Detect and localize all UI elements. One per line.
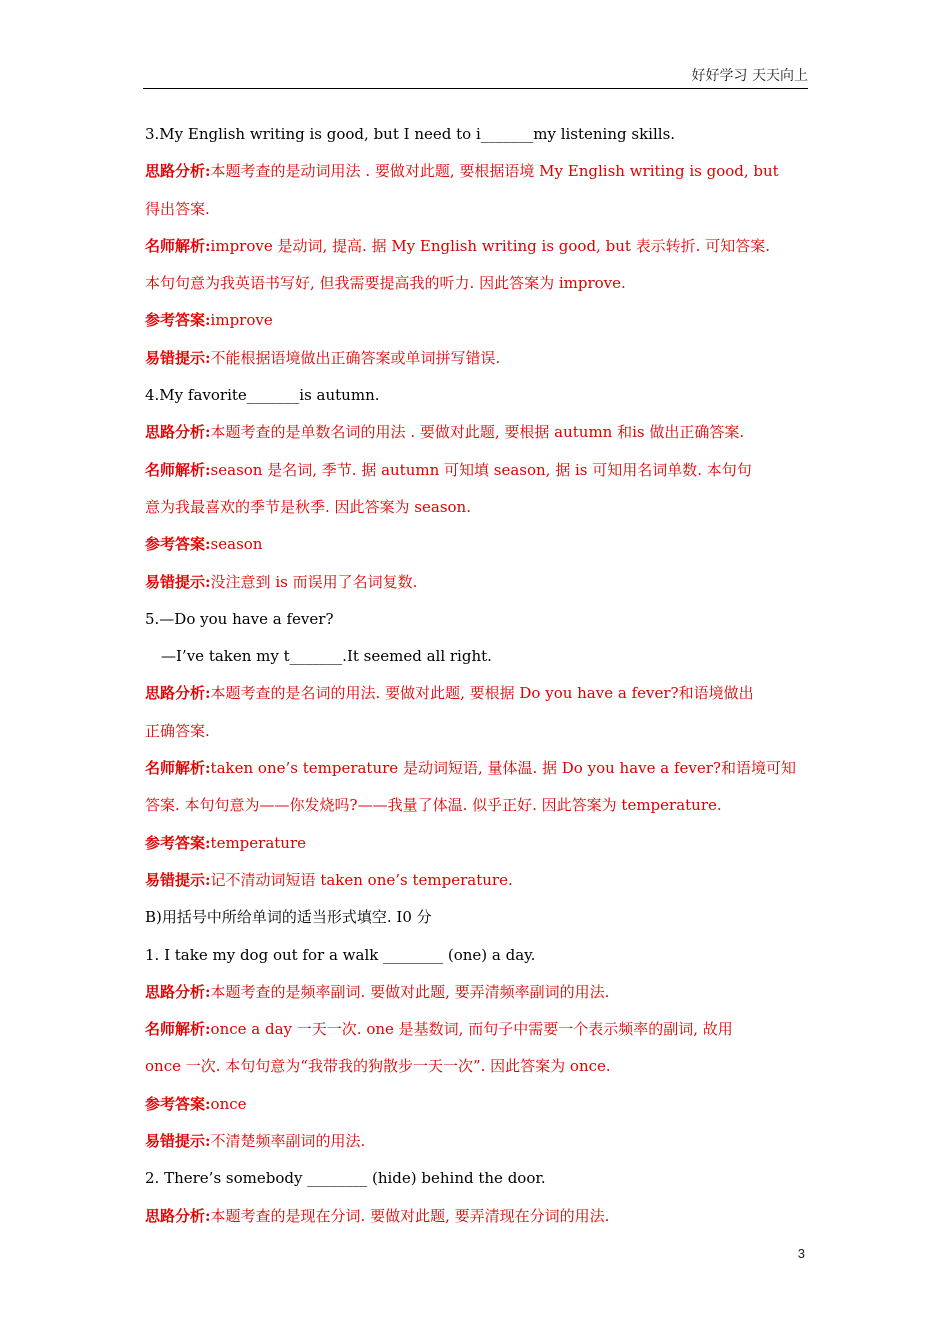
text-line [145,1160,805,1197]
line-text: 本题考查的是频率副词. 要做对此题, 要弄清频率副词的用法. [210,982,610,1001]
line-text: 本句句意为我英语书写好, 但我需要提高我的听力. 因此答案为 improve. [145,274,626,293]
line-text: 3.My English writing is good, but I need to i_______my listening skills. [145,125,676,143]
text-line [145,862,805,899]
line-label: 参考答案: [145,311,211,330]
text-line [145,1011,805,1048]
text-line [145,452,805,489]
line-label: 易错提示: [145,870,211,889]
line-text: taken one’s temperature 是动词短语, 量体温. 据 Do you have a fever?和语境可知 [210,759,796,778]
line-label: 易错提示: [145,572,211,591]
text-line [145,974,805,1011]
line-text: 没注意到 is 而误用了名词复数. [210,572,418,591]
line-label: 思路分析: [145,684,211,703]
line-label: 思路分析: [145,162,211,181]
text-line [145,564,805,601]
text-line [145,937,805,974]
page-header: 好好学习 天天向上 [143,64,808,89]
line-text: 得出答案. [145,199,210,218]
text-line [145,1086,805,1123]
text-line [145,899,805,936]
line-text: 不清楚频率副词的用法. [210,1132,366,1151]
text-line [145,489,805,526]
text-line [145,675,805,712]
line-text: 本题考查的是动词用法 . 要做对此题, 要根据语境 My English writing is good, but [210,162,779,181]
line-text: once a day 一天一次. one 是基数词, 而句子中需要一个表示频率的副词, 故用 [210,1020,733,1039]
text-line [145,601,805,638]
line-text: once [210,1094,247,1113]
text-line [145,116,805,153]
line-text: once 一次. 本句句意为“我带我的狗散步一天一次”. 因此答案为 once. [145,1057,611,1076]
text-line [145,414,805,451]
line-text: improve [210,311,273,330]
line-text: —I’ve taken my t_______.It seemed all right. [161,647,492,666]
line-text: 不能根据语境做出正确答案或单词拼写错误. [210,348,501,367]
text-line [145,1048,805,1085]
line-text: 意为我最喜欢的季节是秋季. 因此答案为 season. [145,497,471,516]
text-line [145,713,805,750]
text-line [145,1123,805,1160]
line-label: 思路分析: [145,982,211,1001]
line-label: 思路分析: [145,1206,211,1225]
text-line [145,526,805,563]
line-text: season [210,535,263,554]
line-label: 思路分析: [145,423,211,442]
line-text: temperature [210,833,307,852]
document-body [145,116,805,1235]
text-line [145,638,805,675]
line-text: season 是名词, 季节. 据 autumn 可知填 season, 据 is 可知用名词单数. 本句句 [210,460,752,479]
line-text: improve 是动词, 提高. 据 My English writing is good, but 表示转折. 可知答案. [210,236,770,255]
text-line [145,302,805,339]
line-text: 本题考查的是名词的用法. 要做对此题, 要根据 Do you have a fever?和语境做出 [210,684,754,703]
line-text: 1. I take my dog out for a walk ________ (one) a day. [145,945,536,964]
line-label: 名师解析: [145,759,211,778]
line-label: 参考答案: [145,535,211,554]
text-line [145,377,805,414]
line-text: 4.My favorite_______is autumn. [145,386,380,405]
text-line [145,153,805,190]
line-label: 易错提示: [145,1132,211,1151]
text-line [145,825,805,862]
line-text: 记不清动词短语 taken one’s temperature. [210,870,513,889]
line-text: 正确答案. [145,721,210,740]
line-label: 名师解析: [145,236,211,255]
text-line [145,787,805,824]
text-line [145,191,805,228]
line-label: 易错提示: [145,348,211,367]
line-text: 答案. 本句句意为——你发烧吗?——我量了体温. 似乎正好. 因此答案为 temperature. [145,796,722,815]
line-text: 本题考查的是单数名词的用法 . 要做对此题, 要根据 autumn 和is 做出正确答案. [210,423,745,442]
line-text: 5.—Do you have a fever? [145,609,334,628]
line-label: 参考答案: [145,833,211,852]
line-text: B)用括号中所给单词的适当形式填空. I0 分 [145,908,432,927]
text-line [145,228,805,265]
text-line [145,340,805,377]
text-line [145,750,805,787]
page-number: 3 [797,1246,805,1261]
line-label: 参考答案: [145,1094,211,1113]
line-label: 名师解析: [145,460,211,479]
text-line [145,1198,805,1235]
line-text: 2. There’s somebody ________ (hide) behind the door. [145,1169,546,1188]
line-label: 名师解析: [145,1020,211,1039]
text-line [145,265,805,302]
line-text: 本题考查的是现在分词. 要做对此题, 要弄清现在分词的用法. [210,1206,610,1225]
